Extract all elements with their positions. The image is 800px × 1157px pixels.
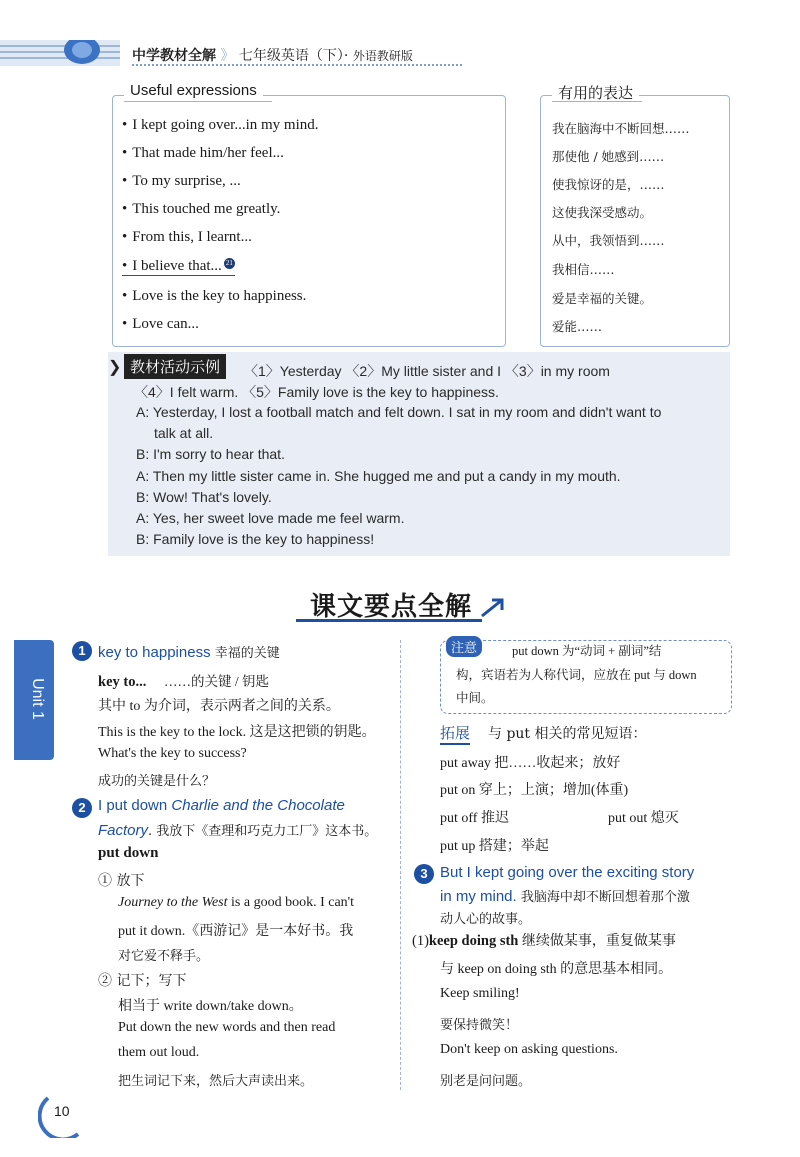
- point-heading: But I kept going over the exciting story: [440, 864, 695, 881]
- chinese-item: 爱能……: [552, 319, 603, 334]
- note-tag: 注意: [446, 636, 482, 657]
- chinese-item: 使我惊讶的是，……: [552, 177, 665, 192]
- example-line: talk at all.: [154, 425, 214, 441]
- expression-item: • Love is the key to happiness.: [122, 288, 307, 304]
- chinese-item: 我相信……: [552, 262, 615, 277]
- heading-cn: 幸福的关键: [210, 646, 280, 661]
- example-sentence: them out loud.: [118, 1045, 200, 1060]
- course-title: 七年级英语（下）·: [238, 48, 349, 64]
- example-translation: 把生词记下来，然后大声读出来。: [118, 1074, 314, 1089]
- phrase-item: put off 推迟: [440, 811, 509, 826]
- chinese-item: 那使他 / 她感到……: [552, 149, 665, 164]
- example-sentence: [118, 895, 354, 911]
- key-phrase: put down: [98, 845, 159, 861]
- arrow-icon: [480, 596, 506, 618]
- expression-text: To my surprise, ...: [132, 173, 241, 189]
- reference-badge: 21: [225, 259, 233, 267]
- example-sentence: What's the key to success?: [98, 746, 247, 761]
- title-underline: [124, 101, 272, 102]
- book-title: 中学教材全解: [132, 48, 216, 64]
- extension-tag: 拓展: [440, 722, 470, 745]
- section-title: 课文要点全解: [310, 592, 473, 622]
- chinese-item: 从中，我领悟到……: [552, 233, 665, 248]
- unit-tab-label: Unit 1: [28, 678, 46, 720]
- sense-label: ② 记下；写下: [98, 973, 187, 989]
- example-sentence: This is the key to the lock. 这是这把锁的钥匙。: [98, 725, 376, 740]
- header-sep: 》: [220, 48, 235, 64]
- example-sentence: Keep smiling!: [440, 986, 520, 1001]
- key-phrase-line: [98, 670, 269, 691]
- note-text: 中间。: [456, 691, 494, 705]
- header-rule: [132, 64, 462, 66]
- example-sentence: Don't keep on asking questions.: [440, 1042, 618, 1057]
- running-header: [132, 45, 413, 65]
- key-phrase-line: [412, 930, 676, 950]
- chinese-item: 爱是幸福的关键。: [552, 291, 653, 306]
- example-line: 〈4〉I felt warm. 〈5〉Family love is the key to happiness.: [134, 384, 499, 400]
- expression-text: That made him/her feel...: [132, 145, 284, 161]
- heading-en: key to happiness: [98, 644, 211, 661]
- point-heading: [98, 642, 280, 661]
- example-line: B: Family love is the key to happiness!: [136, 531, 375, 547]
- example-tag: 教材活动示例: [124, 354, 226, 379]
- example-line: A: Yesterday, I lost a football match and felt down. I sat in my room and didn't want to: [136, 404, 662, 420]
- point-heading-2: [98, 820, 377, 839]
- expression-text: I kept going over...in my mind.: [132, 117, 319, 133]
- example-translation: 对它爱不释手。: [118, 949, 210, 964]
- useful-expressions-title: Useful expressions: [124, 80, 263, 103]
- key-phrase-cn: 继续做某事，重复做某事: [518, 934, 676, 949]
- chinese-item: 这使我深受感动。: [552, 205, 653, 220]
- example-sentence: put it down.《西游记》是一本好书。我: [118, 924, 354, 939]
- explanation: 与 keep on doing sth 的意思基本相同。: [440, 962, 673, 977]
- expression-item: • From this, I learnt...: [122, 229, 252, 245]
- key-phrase-cn: ……的关键 / 钥匙: [163, 674, 269, 689]
- point-heading-2: [440, 886, 690, 905]
- key-phrase: keep doing sth: [428, 933, 519, 949]
- book-title: Charlie and the Chocolate: [171, 797, 345, 814]
- expression-item: • I believe that... 21: [122, 258, 233, 274]
- phrase-item: put up 搭建；举起: [440, 839, 549, 854]
- title-underline: [552, 101, 642, 102]
- expression-item: • This touched me greatly.: [122, 201, 281, 217]
- example-line: A: Then my little sister came in. She hugged me and put a candy in my mouth.: [136, 468, 621, 484]
- example-line: 〈1〉Yesterday 〈2〉My little sister and I 〈3〉in my room: [244, 363, 610, 379]
- title-underline: [296, 619, 482, 622]
- expression-text: I believe that...: [132, 258, 222, 274]
- sentence-part: is a good book. I can't: [227, 895, 355, 910]
- sense-number: (1): [412, 933, 429, 949]
- heading-cn: 我脑海中却不断回想着那个激: [516, 890, 690, 905]
- example-line: B: Wow! That's lovely.: [136, 489, 272, 505]
- phrase-item: put out 熄灭: [608, 811, 679, 826]
- key-phrase: key to...: [98, 674, 147, 690]
- point-number: 1: [72, 641, 92, 661]
- expression-item: • I kept going over...in my mind.: [122, 117, 319, 133]
- chinese-item: 我在脑海中不断回想……: [552, 121, 690, 136]
- chinese-expressions-title: 有用的表达: [552, 80, 639, 107]
- column-divider: [400, 640, 401, 1090]
- title-swoosh: [296, 600, 502, 620]
- point-heading: [98, 797, 345, 814]
- example-line: A: Yes, her sweet love made me feel warm.: [136, 510, 405, 526]
- heading-en: I put down: [98, 797, 172, 814]
- note-text: put down 为“动词 + 副词”结: [512, 644, 662, 658]
- expression-text: This touched me greatly.: [132, 201, 281, 217]
- heading-en: in my mind.: [440, 888, 517, 905]
- point-number: 3: [414, 864, 434, 884]
- point-number: 2: [72, 798, 92, 818]
- example-translation: 别老是问问题。: [440, 1074, 532, 1089]
- extension-heading: 与 put 相关的常见短语：: [488, 726, 647, 742]
- heading-cn: 动人心的故事。: [440, 912, 532, 927]
- explanation: 相当于 write down/take down。: [118, 999, 303, 1014]
- book-title: Journey to the West: [118, 895, 228, 910]
- example-sentence: Put down the new words and then read: [118, 1020, 336, 1035]
- example-line: B: I'm sorry to hear that.: [136, 446, 285, 462]
- expression-item: • To my surprise, ...: [122, 173, 241, 189]
- phrase-item: put away 把……收起来；放好: [440, 756, 621, 771]
- page-number: 10: [54, 1103, 70, 1119]
- note-text: 构，宾语若为人称代词，应放在 put 与 down: [456, 668, 697, 682]
- phrase-item: put on 穿上；上演；增加(体重): [440, 783, 629, 798]
- explanation: 其中 to 为介词，表示两者之间的关系。: [98, 699, 340, 714]
- edition: 外语教研版: [352, 49, 413, 63]
- expression-text: From this, I learnt...: [132, 229, 252, 245]
- expression-item: • Love can...: [122, 316, 199, 332]
- sense-label: ① 放下: [98, 873, 145, 889]
- example-translation: 要保持微笑！: [440, 1018, 519, 1033]
- expression-text: Love can...: [132, 316, 199, 332]
- expression-text: Love is the key to happiness.: [132, 288, 307, 304]
- book-title: Factory: [98, 822, 149, 839]
- expression-item: • That made him/her feel...: [122, 145, 284, 161]
- example-translation: 成功的关键是什么？: [98, 774, 216, 789]
- heading-cn: . 我放下《查理和巧克力工厂》这本书。: [148, 824, 378, 839]
- arrow-icon: ❯: [108, 357, 122, 376]
